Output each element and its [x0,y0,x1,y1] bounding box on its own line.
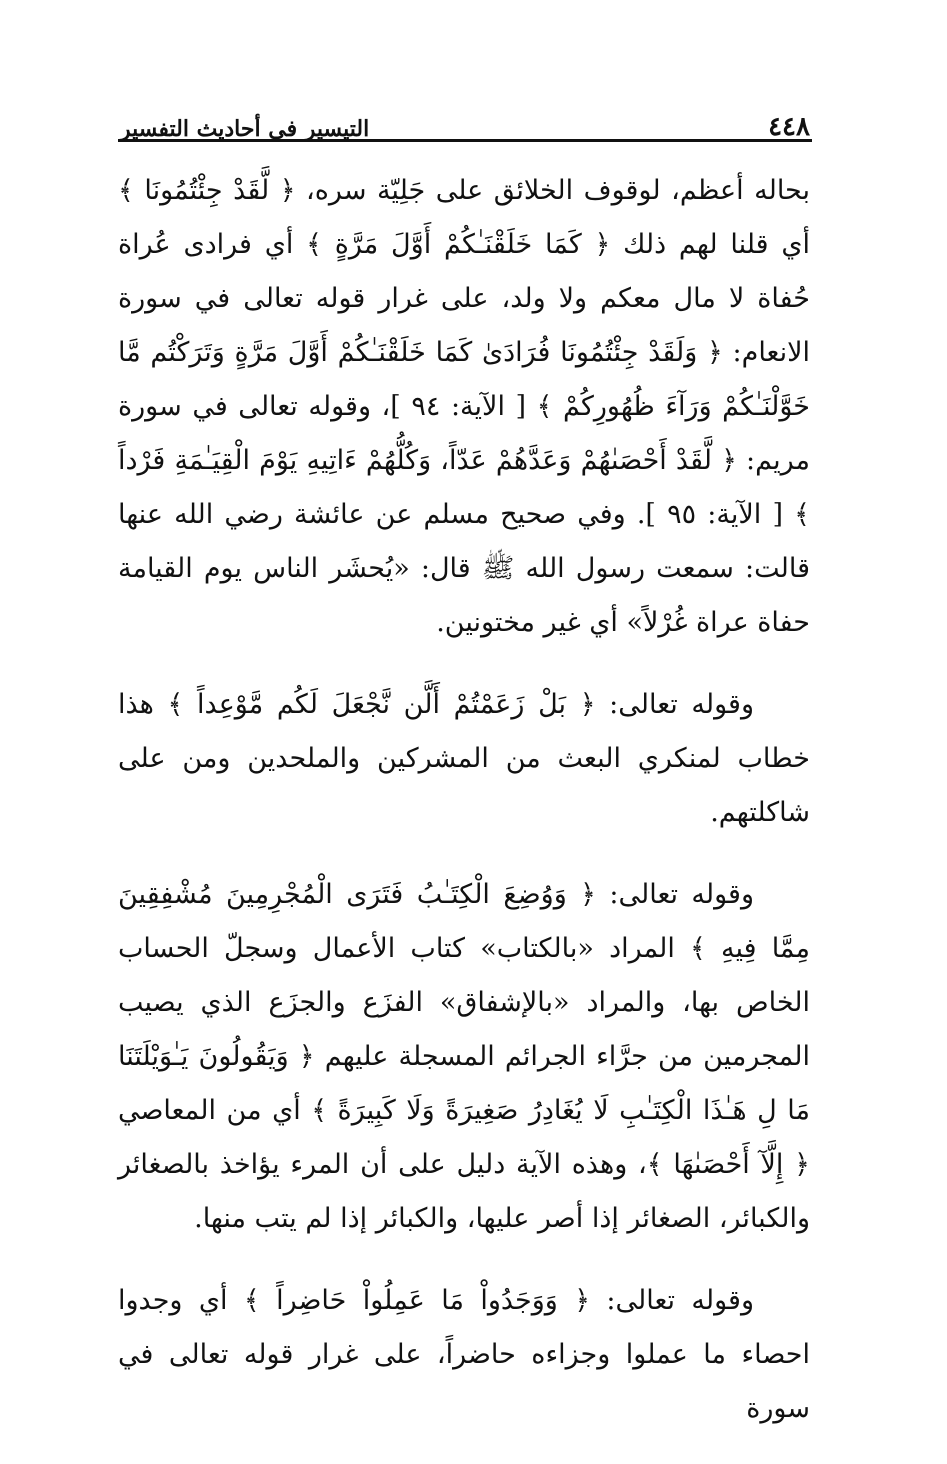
page-header [120,102,810,142]
paragraph-1: بحاله أعظم، لوقوف الخلائق على جَلِيّة سره، ﴿ لَّقَدْ جِئْتُمُونَا ﴾ أي قلنا لهم ذلك ﴿ كَمَا خَلَقْنَـٰكُمْ أَوَّلَ مَرَّةٍ ﴾ أي فرادى عُراة حُفاة لا مال معكم ولا ولد، على غرار قوله تعالى في سورة الانعام: ﴿ وَلَقَدْ جِئْتُمُونَا فُرَادَىٰ كَمَا خَلَقْنَـٰكُمْ أَوَّلَ مَرَّةٍ وَتَرَكْتُم مَّا خَوَّلْنَـٰكُمْ وَرَآءَ ظُهُورِكُمْ ﴾ [ الآية: ٩٤ ]، وقوله تعالى في سورة مريم: ﴿ لَّقَدْ أَحْصَىٰهُمْ وَعَدَّهُمْ عَدّاً، وَكُلُّهُمْ ءَاتِيهِ يَوْمَ الْقِيَـٰمَةِ فَرْداً ﴾ [ الآية: ٩٥ ]. وفي صحيح مسلم عن عائشة رضي الله عنها قالت: سمعت رسول الله ﷺ قال: «يُحشَر الناس يوم القيامة حفاة عراة غُرْلاً» أي غير مختونين. [118,175,810,638]
main-text [118,164,810,1464]
running-title: التيسير في أحاديث التفسير [120,116,370,142]
paragraph-4: وقوله تعالى: ﴿ وَوَجَدُواْ مَا عَمِلُواْ حَاضِراً ﴾ أي وجدوا احصاء ما عملوا وجزاءه حاضراً، على غرار قوله تعالى في سورة [118,1285,810,1424]
paragraph-3: وقوله تعالى: ﴿ وَوُضِعَ الْكِتَـٰبُ فَتَرَى الْمُجْرِمِينَ مُشْفِقِينَ مِمَّا فِيهِ ﴾ المراد «بالكتاب» كتاب الأعمال وسجلّ الحساب الخاص بها، والمراد «بالإشفاق» الفزَع والجزَع الذي يصيب المجرمين من جرَّاء الجرائم المسجلة عليهم ﴿ وَيَقُولُونَ يَـٰوَيْلَتَنَا مَا لِ هَـٰذَا الْكِتَـٰبِ لَا يُغَادِرُ صَغِيرَةً وَلَا كَبِيرَةً ﴾ أي من المعاصي ﴿ إِلَّآ أَحْصَىٰهَا ﴾، وهذه الآية دليل على أن المرء يؤاخذ بالصغائر والكبائر، الصغائر إذا أصر عليها، والكبائر إذا لم يتب منها. [118,879,811,1234]
paragraph-2: وقوله تعالى: ﴿ بَلْ زَعَمْتُمْ أَلَّن نَّجْعَلَ لَكُم مَّوْعِداً ﴾ هذا خطاب لمنكري البعث من المشركين والملحدين ومن على شاكلتهم. [118,689,810,828]
page-number: ٤٤٨ [768,112,810,142]
header-divider [118,139,812,142]
